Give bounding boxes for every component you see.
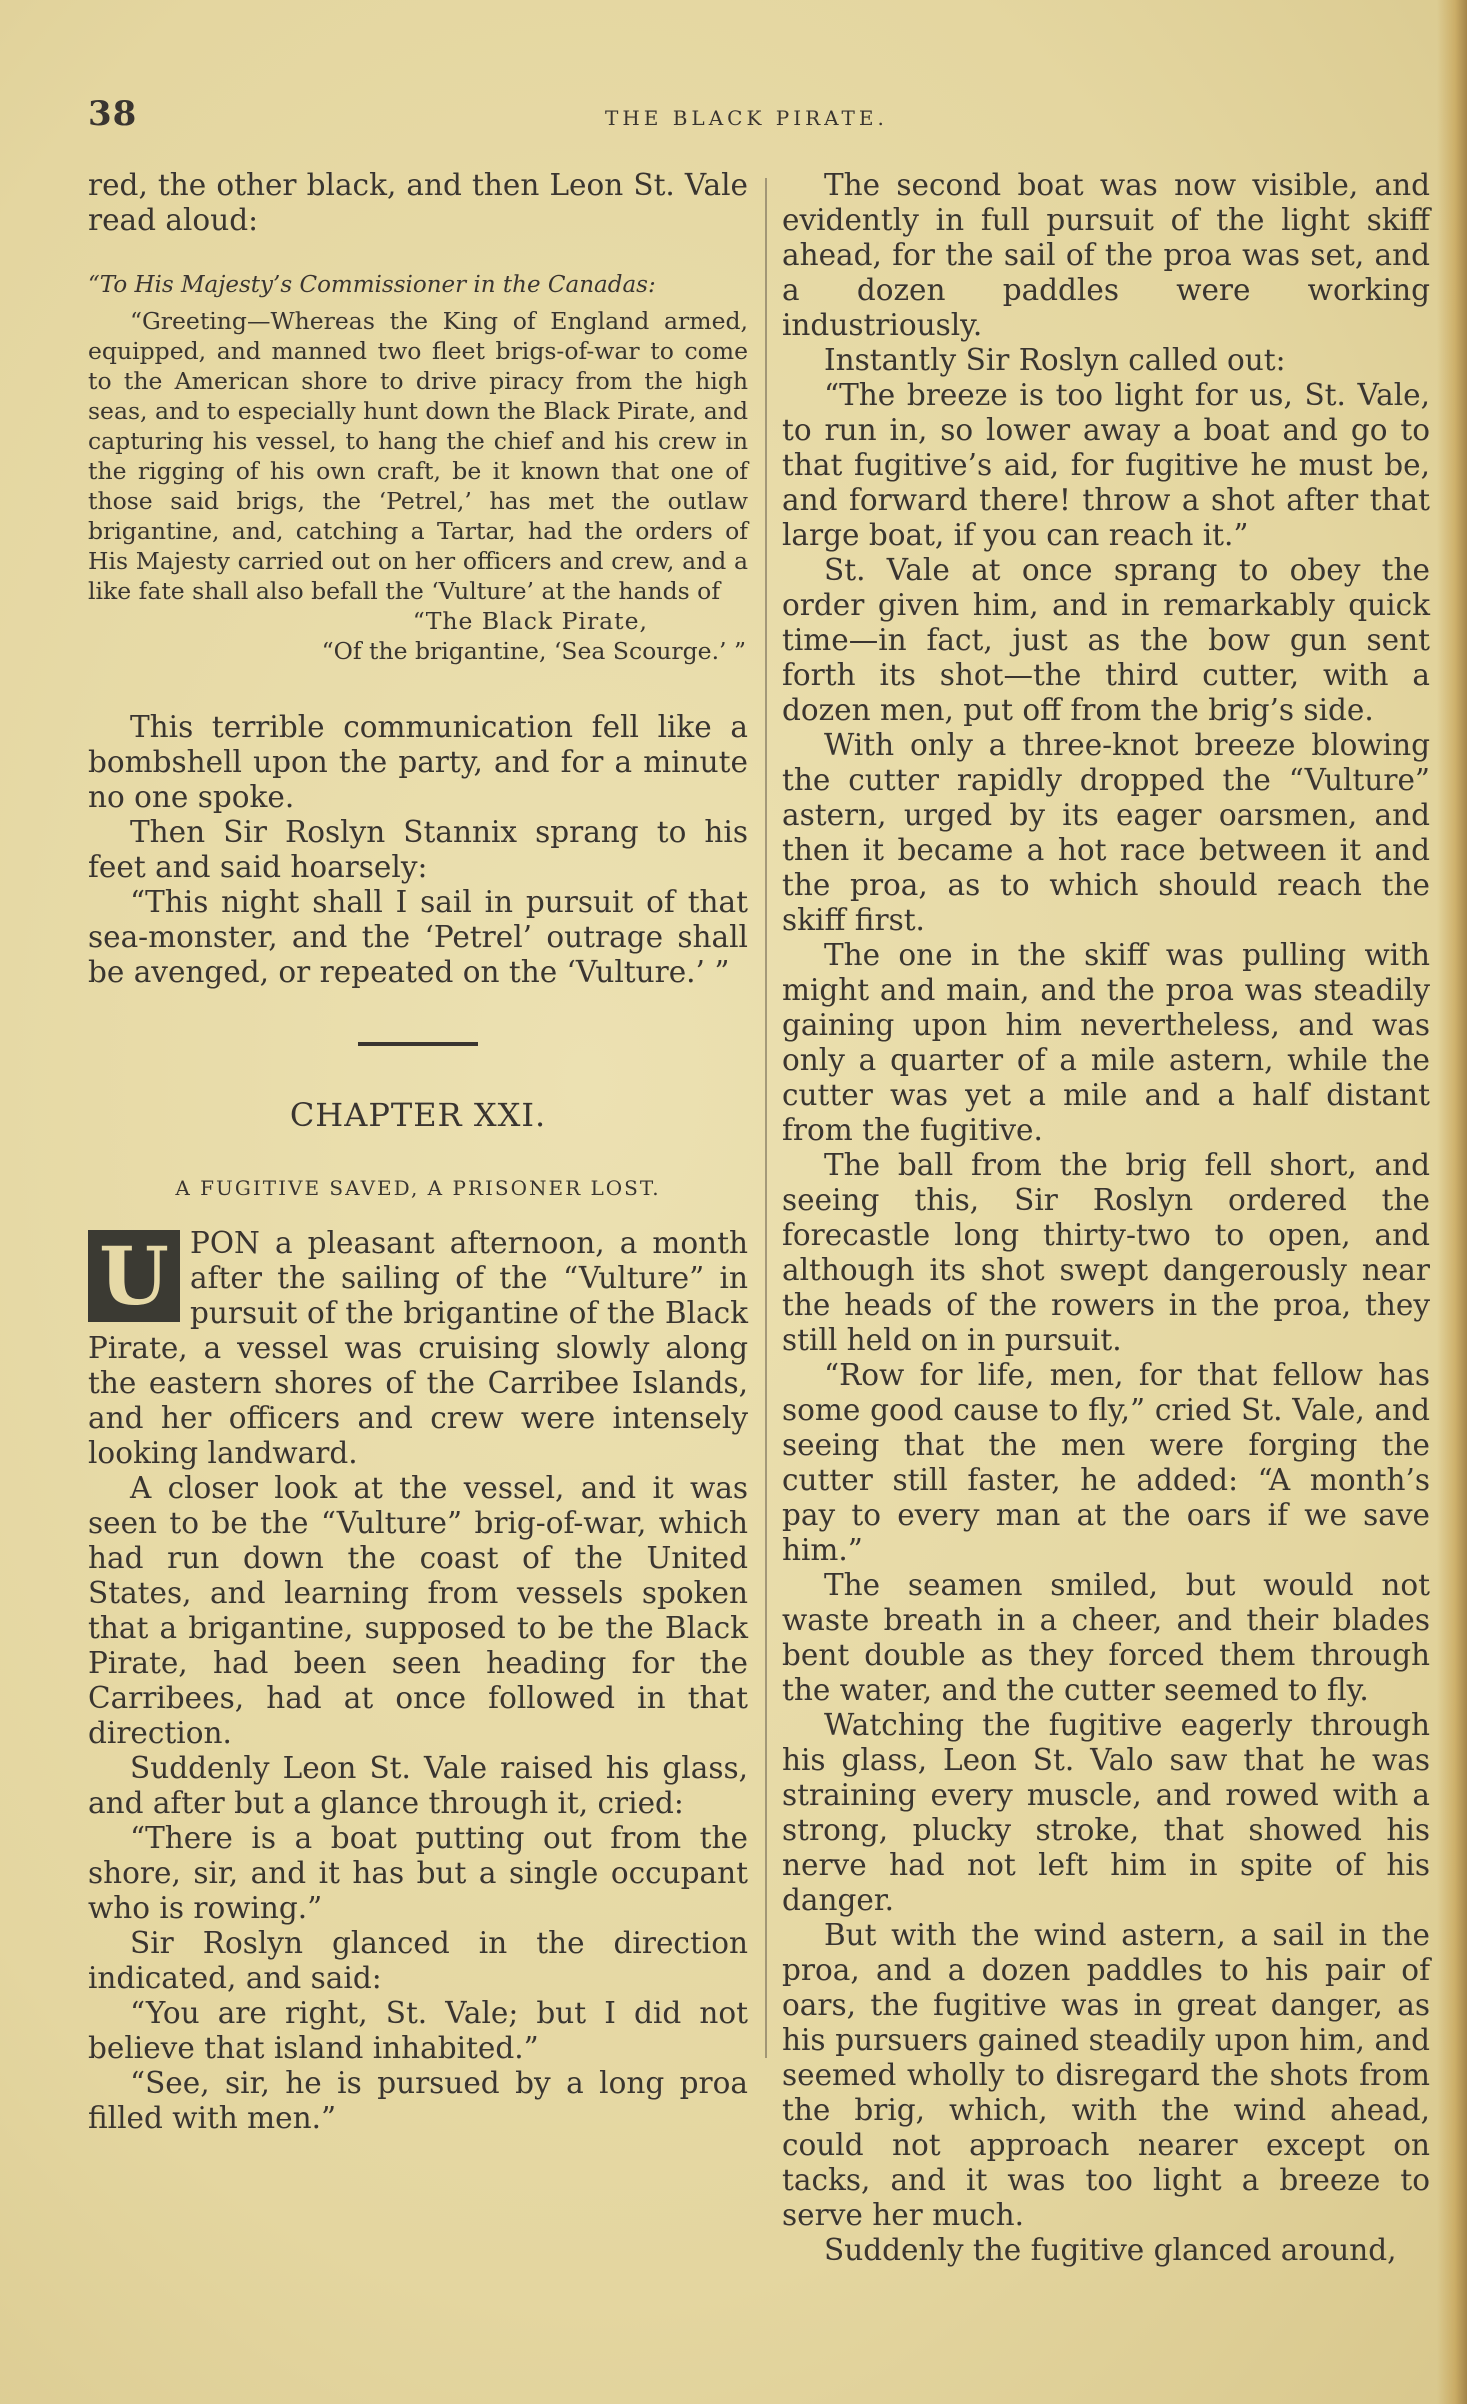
paragraph: “Row for life, men, for that fellow has some good cause to fly,” cried St. Vale, and seeing that the men were forging the cutter still faster, he added: “A month’s pay to every man at the oars if we save him.” (782, 1358, 1430, 1567)
paragraph: Sir Roslyn glanced in the direction indicated, and said: (88, 1926, 748, 1995)
paragraph: St. Vale at once sprang to obey the order given him, and in remarkably quick time—in fact, just as the bow gun sent forth its shot—the third cutter, with a dozen men, put off from the brig’s side. (782, 553, 1430, 727)
page-number: 38 (88, 94, 138, 134)
paragraph: A closer look at the vessel, and it was seen to be the “Vulture” brig-of-war, which had run down the coast of the United States, and learning from vessels spoken that a brigantine, supposed to be the Black Pirate, had been seen heading for the Carribees, had at once followed in that direction. (88, 1471, 748, 1750)
running-title: THE BLACK PIRATE. (605, 106, 888, 130)
page-spine-shadow (1437, 0, 1467, 2404)
paragraph: Suddenly the fugitive glanced around, (824, 2233, 1397, 2267)
paragraph: The one in the skiff was pulling with might and main, and the proa was steadily gaining upon him nevertheless, and was only a quarter of a mile astern, while the cutter was yet a mile and a half distant from the fugitive. (782, 938, 1430, 1147)
paragraph: This terrible communication fell like a bombshell upon the party, and for a minute no one spoke. (88, 710, 748, 814)
chapter-separator (358, 1042, 478, 1046)
paragraph: “You are right, St. Vale; but I did not believe that island inhabited.” (88, 1996, 748, 2065)
paragraph: Instantly Sir Roslyn called out: (824, 343, 1286, 377)
proclamation-signature-sub: “Of the brigantine, ‘Sea Scourge.’ ” (321, 637, 746, 665)
proclamation-heading: “To His Majesty’s Commissioner in the Canadas: (88, 272, 656, 298)
drop-cap: U (88, 1230, 180, 1322)
page-header (0, 94, 1467, 134)
paragraph: The ball from the brig fell short, and seeing this, Sir Roslyn ordered the forecastle long thirty-two to open, and although its shot swept dangerously near the heads of the rowers in the proa, they still held on in pursuit. (782, 1148, 1430, 1357)
chapter-subtitle: A FUGITIVE SAVED, A PRISONER LOST. (175, 1176, 661, 1200)
paragraph: The seamen smiled, but would not waste breath in a cheer, and their blades bent double as they forced them through the water, and the cutter seemed to fly. (782, 1568, 1430, 1707)
paragraph: “There is a boat putting out from the shore, sir, and it has but a single occupant who is rowing.” (88, 1821, 748, 1925)
left-column (88, 168, 748, 2136)
paragraph: “The breeze is too light for us, St. Vale, to run in, so lower away a boat and go to that fugitive’s aid, for fugitive he must be, and forward there! throw a shot after that large boat, if you can reach it.” (782, 378, 1430, 552)
paragraph: Watching the fugitive eagerly through his glass, Leon St. Valo saw that he was straining every muscle, and rowed with a strong, plucky stroke, that showed his nerve had not left him in spite of his danger. (782, 1708, 1430, 1917)
paragraph: “See, sir, he is pursued by a long proa filled with men.” (88, 2066, 748, 2135)
paragraph: Suddenly Leon St. Vale raised his glass, and after but a glance through it, cried: (88, 1751, 748, 1820)
paragraph: Then Sir Roslyn Stannix sprang to his feet and said hoarsely: (88, 815, 748, 884)
paragraph: “This night shall I sail in pursuit of that sea-monster, and the ‘Petrel’ outrage shall be avenged, or repeated on the ‘Vulture.’ ” (88, 885, 748, 989)
column-divider (765, 178, 767, 2058)
proclamation-body: “Greeting—Whereas the King of England armed, equipped, and manned two fleet brigs-of-war to come to the American shore to drive piracy from the high seas, and to especially hunt down the Black Pirate, and capturing his vessel, to hang the chief and his crew in the rigging of his own craft, be it known that one of those said brigs, the ‘Petrel,’ has met the outlaw brigantine, and, catching a Tartar, had the orders of His Majesty carried out on her officers and crew, and a like fate shall also befall the ‘Vulture’ at the hands of (88, 307, 748, 605)
paragraph: With only a three-knot breeze blowing the cutter rapidly dropped the “Vulture” astern, urged by its eager oarsmen, and then it became a hot race between it and the proa, as to which should reach the skiff first. (782, 728, 1430, 937)
paragraph: PON a pleasant afternoon, a month after the sailing of the “Vulture” in pursuit of the brigantine of the Black Pirate, a vessel was cruising slowly along the eastern shores of the Carribee Islands, and her officers and crew were intensely looking landward. (88, 1226, 748, 1470)
chapter-opening (88, 1226, 748, 1471)
chapter-title: CHAPTER XXI. (289, 1096, 547, 1134)
paragraph: The second boat was now visible, and evidently in full pursuit of the light skiff ahead, for the sail of the proa was set, and a dozen paddles were working industriously. (782, 168, 1430, 342)
proclamation-signature: “The Black Pirate, (412, 607, 648, 635)
paragraph: But with the wind astern, a sail in the proa, and a dozen paddles to his pair of oars, the fugitive was in great danger, as his pursuers gained steadily upon him, and seemed wholly to disregard the shots from the brig, which, with the wind ahead, could not approach nearer except on tacks, and it was too light a breeze to serve her much. (782, 1918, 1430, 2232)
paragraph: red, the other black, and then Leon St. Vale read aloud: (88, 168, 748, 237)
right-column (782, 168, 1430, 2268)
